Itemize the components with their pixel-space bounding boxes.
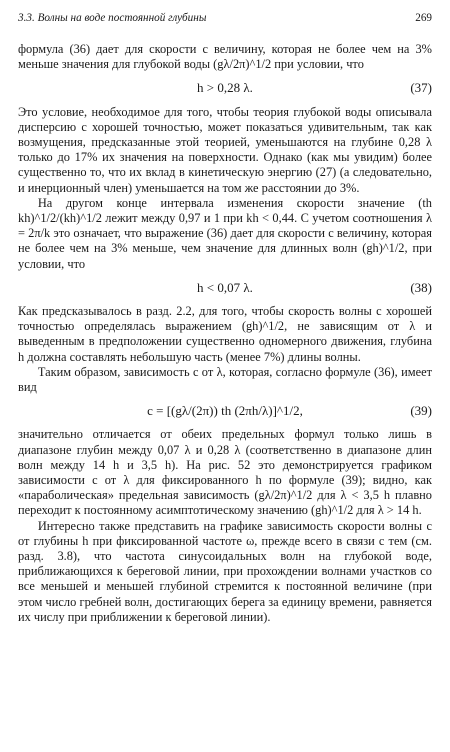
paragraph: формула (36) дает для скорости c величину, которая не более чем на 3% меньше значения для глубокой воды (gλ/2π)^1/2 при условии, что	[18, 42, 432, 72]
equation-number: (39)	[410, 403, 432, 419]
body-text	[18, 42, 432, 625]
equation-39	[18, 403, 432, 418]
paragraph: На другом конце интервала изменения скорости значение (th kh)^1/2/(kh)^1/2 лежит между 0,97 и 1 при kh < 0,44. С учетом соотношения λ = 2π/k это означает, что выражение (36) дает для скорости c величину, которая не более чем на 3% меньше, чем значение для длинных волн (gh)^1/2, при условии, что	[18, 195, 432, 271]
paragraph: Это условие, необходимое для того, чтобы теория глубокой воды описывала дисперсию с хорошей точностью, может показаться удивительным, так как возмущения, предсказанные этой теорией, уменьшаются на глубине 0,28 λ только до 17% их значения на поверхности. Однако (как мы увидим) более существенно то, что их вклад в кинетическую энергию (27) (а следовательно, и инерционный член) уменьшается на том же расстоянии до 3%.	[18, 104, 432, 195]
equation-expression: h > 0,28 λ.	[197, 80, 253, 96]
paragraph: значительно отличается от обеих предельных формул только лишь в диапазоне глубин между 0,07 λ и 0,28 λ (соответственно в диапазоне длин волн между 14 h и 3,5 h). На рис. 52 это демонстрируется графиком зависимости c от λ для фиксированного h по формуле (39); видно, как «параболическая» предельная зависимость (gλ/2π)^1/2 для λ < 3,5 h плавно переходит к постоянному асимптотическому значению (gh)^1/2 для λ > 14 h.	[18, 427, 432, 518]
equation-number: (38)	[410, 279, 432, 295]
page-number: 269	[415, 12, 432, 24]
paragraph: Как предсказывалось в разд. 2.2, для того, чтобы скорость волны с хорошей точностью определялась выражением (gh)^1/2, не зависящим от λ и выведенным в предположении существенно одномерного движения, глубина h должна составлять небольшую часть (менее 7%) длины волны.	[18, 304, 432, 364]
running-title: 3.3. Волны на воде постоянной глубины	[18, 12, 207, 24]
paragraph: Таким образом, зависимость c от λ, которая, согласно формуле (36), имеет вид	[18, 364, 432, 395]
equation-37	[18, 80, 432, 95]
running-header	[18, 12, 432, 28]
equation-expression: h < 0,07 λ.	[197, 279, 253, 295]
equation-38	[18, 280, 432, 295]
equation-number: (37)	[410, 80, 432, 96]
equation-expression: c = [(gλ/(2π)) th (2πh/λ)]^1/2,	[147, 403, 303, 419]
paragraph: Интересно также представить на графике зависимость скорости волны c от глубины h при фиксированной частоте ω, прежде всего в связи с тем (см. разд. 3.8), что частота синусоидальных волн на глубокой воде, приближающихся к береговой линии, при прохождении волнами участков со все меньшей и меньшей глубиной стремится к постоянной величине (при этом число гребней волн, достигающих берега за единицу времени, равняется их числу при приближении к береговой линии).	[18, 518, 432, 624]
